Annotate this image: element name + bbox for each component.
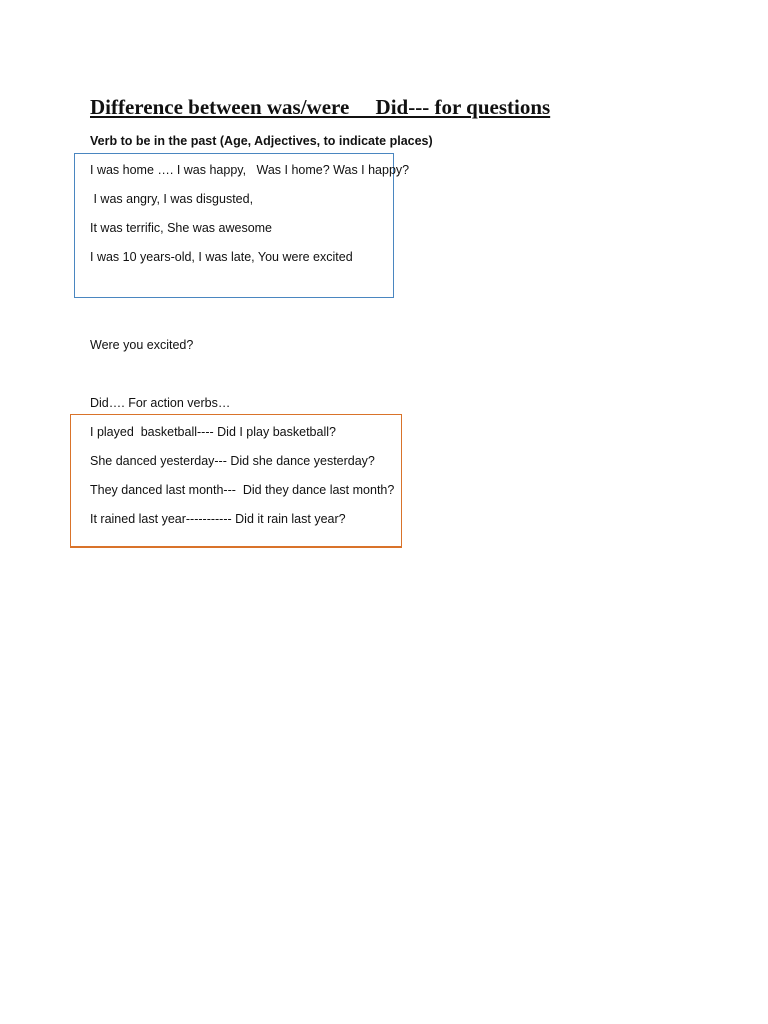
verb-to-be-example-line: I was 10 years-old, I was late, You were excited — [90, 250, 353, 264]
verb-to-be-example-line: I was home …. I was happy, Was I home? Was I happy? — [90, 163, 410, 177]
section-heading-verb-to-be: Verb to be in the past (Age, Adjectives, to indicate places) — [90, 134, 433, 148]
did-example-line: I played basketball---- Did I play basketball? — [90, 425, 336, 439]
page-title: Difference between was/were Did--- for questions — [90, 95, 551, 119]
did-example-line: She danced yesterday--- Did she dance yesterday? — [90, 454, 375, 468]
verb-to-be-example-line: I was angry, I was disgusted, — [90, 192, 254, 206]
section-heading-did: Did…. For action verbs… — [90, 396, 231, 410]
question-example: Were you excited? — [90, 338, 194, 352]
did-example-line: They danced last month--- Did they dance last month? — [90, 483, 395, 497]
did-example-line: It rained last year----------- Did it rain last year? — [90, 512, 346, 526]
verb-to-be-example-line: It was terrific, She was awesome — [90, 221, 273, 235]
